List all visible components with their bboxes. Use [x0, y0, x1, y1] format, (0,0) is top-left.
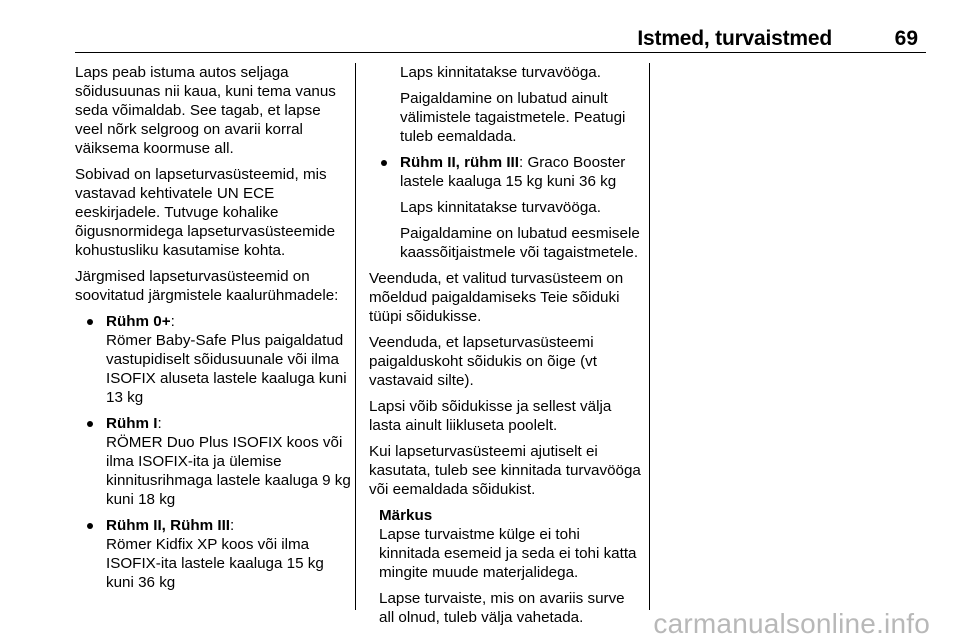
bullet-icon: [87, 421, 93, 427]
paragraph: Järgmised lapseturvasüsteemid on soovitatud järgmistele kaalurühmadele:: [75, 268, 339, 304]
paragraph: Sobivad on lapseturvasüsteemid, mis vastavad kehtivatele UN ECE eeskirjadele. Tutvuge kohalike õigusnormidega lapseturvasüsteemide kohustusliku kasutamise kohta.: [75, 166, 336, 259]
column-divider: [355, 63, 356, 610]
list-item: [75, 414, 351, 509]
list-item-text: Römer Kidfix XP koos või ilma ISOFIX-ita lastele kaaluga 15 kg kuni 36 kg: [106, 536, 324, 591]
paragraph: Paigaldamine on lubatud eesmisele kaassõitjaistmele või tagaistmetele.: [400, 225, 640, 261]
group-label: Rühm II, Rühm III: [106, 517, 231, 534]
bullet-icon: [87, 523, 93, 529]
paragraph: Veenduda, et valitud turvasüsteem on mõeldud paigaldamiseks Teie sõiduki tüüpi sõidukisse.: [369, 270, 624, 325]
note-paragraph: Lapse turvaiste, mis on avariis surve all olnud, tuleb välja vahetada.: [379, 590, 625, 626]
list-item: [75, 312, 351, 407]
list-item: [75, 516, 351, 592]
paragraph: Kui lapseturvasüsteemi ajutiselt ei kasutata, tuleb see kinnitada turvavööga või eemaldada sõidukist.: [369, 443, 641, 498]
list-item: [369, 153, 644, 191]
paragraph: Veenduda, et lapseturvasüsteemi paigalduskoht sõidukis on õige (vt vastavaid silte).: [369, 334, 597, 389]
bullet-icon: [381, 160, 387, 166]
note-title: Märkus: [379, 507, 433, 524]
text-column-left: [75, 63, 351, 599]
group-label: Rühm 0+: [106, 313, 171, 330]
note-box: [369, 506, 644, 627]
section-title: Istmed, turvaistmed: [637, 27, 832, 50]
label-separator: :: [518, 154, 528, 171]
page-header: [0, 0, 960, 55]
list-item-text: RÖMER Duo Plus ISOFIX koos või ilma ISOFIX-ita ja ülemise kinnitusrihmaga lastele kaaluga 9 kg kuni 18 kg: [106, 434, 351, 508]
note-paragraph: Lapse turvaistme külge ei tohi kinnitada esemeid ja seda ei tohi katta mingite muude materjalidega.: [379, 526, 637, 581]
label-separator: :: [230, 517, 235, 534]
group-label: Rühm I: [106, 415, 158, 432]
list-item-text: Römer Baby-Safe Plus paigaldatud vastupidiselt sõidusuunale või ilma ISOFIX aluseta lastele kaaluga kuni 13 kg: [106, 332, 347, 406]
group-label: Rühm II, rühm III: [400, 154, 519, 171]
header-divider: [75, 52, 926, 53]
page-number: 69: [894, 27, 918, 50]
watermark: carmanualsonline.info: [653, 608, 930, 639]
list-item-text: Graco Booster lastele kaaluga 15 kg kuni 36 kg: [400, 154, 626, 190]
label-separator: :: [157, 415, 162, 432]
text-column-middle: [369, 63, 644, 634]
paragraph: Laps peab istuma autos seljaga sõidusuunas nii kaua, kuni tema vanus seda võimaldab. See tagab, et lapse veel nõrk selgroog on avarii korral väiksema koormuse all.: [75, 64, 336, 157]
bullet-icon: [87, 319, 93, 325]
paragraph: Laps kinnitatakse turvavööga.: [400, 64, 601, 81]
paragraph: Laps kinnitatakse turvavööga.: [400, 199, 601, 216]
column-divider: [649, 63, 650, 610]
paragraph: Lapsi võib sõidukisse ja sellest välja lasta ainult liikluseta poolelt.: [369, 398, 612, 434]
label-separator: :: [170, 313, 175, 330]
paragraph: Paigaldamine on lubatud ainult välimistele tagaistmetele. Peatugi tuleb eemaldada.: [400, 90, 626, 145]
